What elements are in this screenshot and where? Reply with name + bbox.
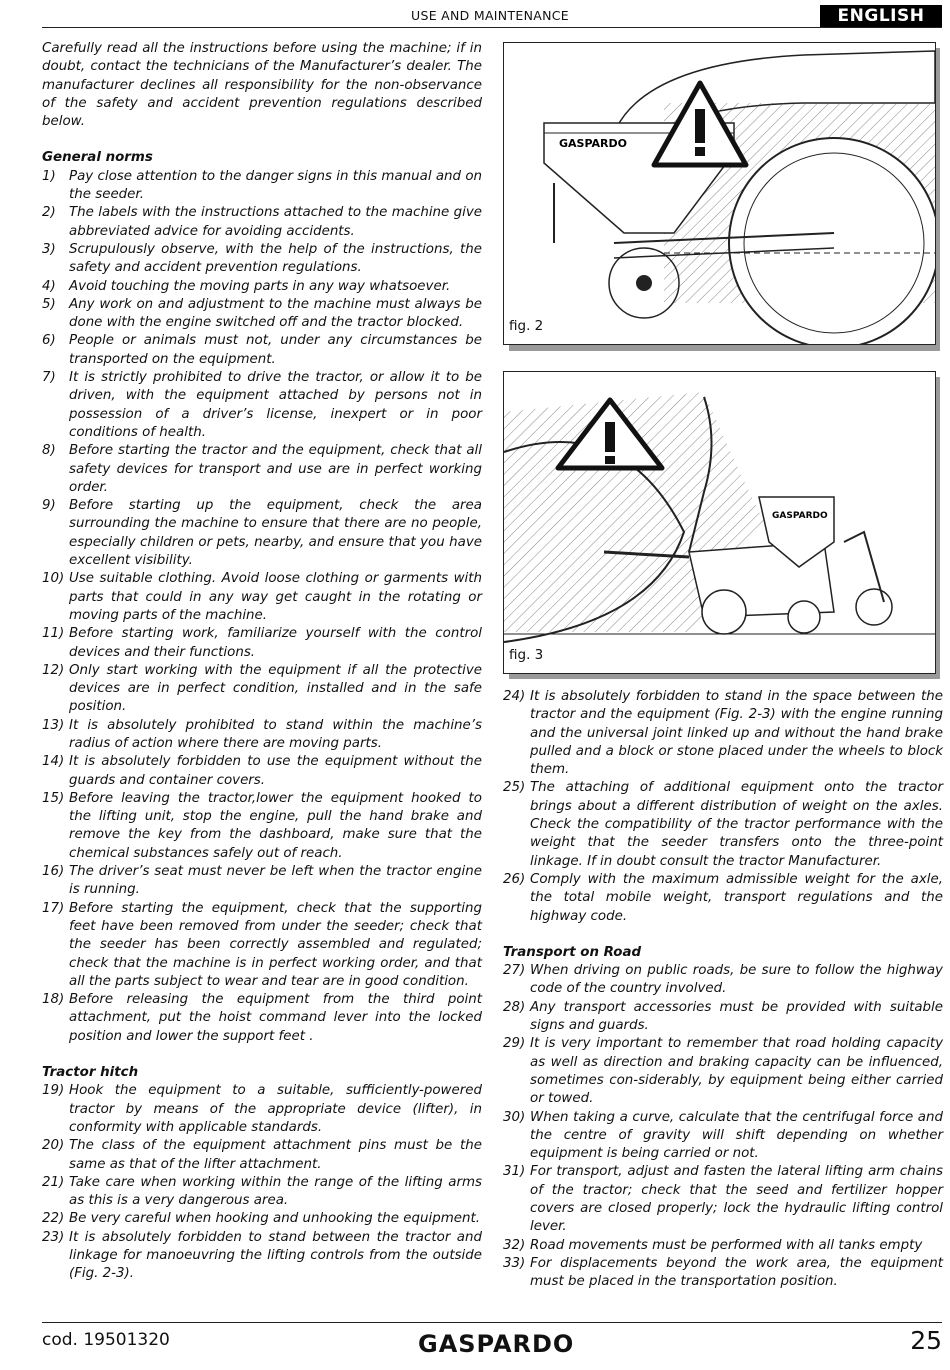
seeder-side-illustration xyxy=(504,372,935,673)
rule-item xyxy=(503,999,943,1036)
rule-text: The attaching of additional equipment onto the tractor brings about a different distribution of weight on the axles. Check the compatibility of the tractor performance with the weight that the seeder transfers onto the three-point linkage. If in doubt consult the tractor Manufacturer. xyxy=(530,780,943,869)
rule-text: For displacements beyond the work area, the equipment must be placed in the transportation position. xyxy=(530,1255,943,1290)
rule-number: 33) xyxy=(503,1255,526,1271)
rule-number: 1) xyxy=(42,168,56,184)
rule-text: It is absolutely forbidden to use the equipment without the guards and container covers. xyxy=(69,754,482,788)
rule-text: Before starting the equipment, check that the supporting feet have been removed from under the seeder; check that the seeder has been correctly assembled and regulated; check that the machine is in perfect working order, and that all the parts subject to wear and tear are in good condition. xyxy=(69,900,482,989)
rule-item xyxy=(503,871,943,926)
rule-item xyxy=(42,900,482,991)
rule-number: 7) xyxy=(42,370,56,386)
rule-text: Any transport accessories must be provided with suitable signs and guards. xyxy=(530,999,943,1034)
right-column xyxy=(503,688,943,1292)
rule-number: 30) xyxy=(503,1109,526,1125)
rule-number: 9) xyxy=(42,498,56,514)
rule-text: Comply with the maximum admissible weight for the axle, the total mobile weight, transport regulations and the highway code. xyxy=(530,871,943,924)
seeder-rear-illustration xyxy=(504,43,935,344)
rule-number: 19) xyxy=(42,1083,65,1099)
rule-item xyxy=(503,1255,943,1292)
brand-logo: GASPARDO xyxy=(418,1330,575,1358)
rule-item xyxy=(42,662,482,717)
rule-text: It is absolutely forbidden to stand between the tractor and linkage for manoeuvring the lifting controls from the outside (Fig. 2-3). xyxy=(69,1229,482,1282)
rule-number: 16) xyxy=(42,864,65,880)
rule-text: Hook the equipment to a suitable, sufficiently-powered tractor by means of the appropriate device (lifter), in conformity with applicable standards. xyxy=(69,1083,482,1135)
rule-text: Use suitable clothing. Avoid loose clothing or garments with parts that could in any way get caught in the rotating or moving parts of the machine. xyxy=(69,571,482,623)
rule-number: 31) xyxy=(503,1164,526,1180)
rule-number: 23) xyxy=(42,1229,65,1245)
rule-text: Scrupulously observe, with the help of the instructions, the safety and accident prevention regulations. xyxy=(69,241,482,276)
rule-item xyxy=(42,790,482,863)
rule-item xyxy=(42,168,482,205)
rule-item xyxy=(42,278,482,296)
section-title-general: General norms xyxy=(42,150,153,166)
rule-list-hitch xyxy=(42,1082,482,1283)
language-badge: ENGLISH xyxy=(820,5,942,27)
rule-text: The class of the equipment attachment pins must be the same as that of the lifter attachment. xyxy=(69,1138,482,1172)
intro-paragraph: Carefully read all the instructions before using the machine; if in doubt, contact the technicians of the Manufacturer’s dealer. The manufacturer declines all responsibility for the non-observance of the safety and accident prevention regulations described below. xyxy=(42,41,482,130)
rule-item xyxy=(42,863,482,900)
figure-2 xyxy=(503,42,936,345)
rule-item xyxy=(42,753,482,790)
rule-number: 22) xyxy=(42,1211,65,1227)
rule-item xyxy=(42,1174,482,1211)
rule-text: It is strictly prohibited to drive the tractor, or allow it to be driven, with the equipment attached by persons not in possession of a driver’s license, inexpert or in poor conditions of health. xyxy=(69,370,482,440)
rule-text: Be very careful when hooking and unhooking the equipment. xyxy=(69,1211,480,1227)
figure-3-caption: fig. 3 xyxy=(509,647,544,663)
rule-number: 20) xyxy=(42,1138,65,1154)
rule-number: 18) xyxy=(42,992,65,1008)
rule-item xyxy=(503,1163,943,1236)
rule-number: 13) xyxy=(42,717,65,733)
rule-number: 10) xyxy=(42,571,65,587)
rule-text: Before releasing the equipment from the third point attachment, put the hoist command lever into the locked position and lower the support feet . xyxy=(69,992,482,1044)
rule-text: Take care when working within the range of the lifting arms as this is a very dangerous area. xyxy=(69,1174,482,1209)
rule-item xyxy=(42,296,482,333)
rule-text: When driving on public roads, be sure to follow the highway code of the country involved. xyxy=(530,963,943,997)
rule-item xyxy=(42,442,482,497)
rule-text: For transport, adjust and fasten the lateral lifting arm chains of the tractor; check that the seed and fertilizer hopper covers are closed properly; lock the hydraulic lifting control lever. xyxy=(530,1164,943,1235)
rule-item xyxy=(503,1109,943,1164)
rule-text: It is very important to remember that road holding capacity as well as direction and braking capacity can be influenced, sometimes con-siderably, by equipment being either carried or towed. xyxy=(530,1036,943,1107)
rule-number: 21) xyxy=(42,1174,65,1190)
rule-item xyxy=(42,204,482,241)
rule-text: Before leaving the tractor,lower the equipment hooked to the lifting unit, stop the engine, pull the hand brake and remove the key from the dashboard, make sure that the chemical substances safely out of reach. xyxy=(69,790,482,861)
section-title-transport: Transport on Road xyxy=(503,944,642,960)
rule-number: 14) xyxy=(42,754,65,770)
rule-number: 29) xyxy=(503,1036,526,1052)
rule-item xyxy=(42,570,482,625)
rule-number: 28) xyxy=(503,999,526,1015)
rule-number: 4) xyxy=(42,278,56,294)
rule-text: Any work on and adjustment to the machine must always be done with the engine switched off and the tractor blocked. xyxy=(69,296,482,331)
rule-item xyxy=(42,1082,482,1137)
rule-text: When taking a curve, calculate that the centrifugal force and the centre of gravity will shift depending on whether equipment is being carried or not. xyxy=(530,1109,943,1162)
rule-number: 32) xyxy=(503,1237,526,1253)
rule-item xyxy=(503,688,943,779)
rule-item xyxy=(42,369,482,442)
rule-text: Only start working with the equipment if all the protective devices are in perfect condition, installed and in the safe position. xyxy=(69,662,482,715)
rule-number: 6) xyxy=(42,333,56,349)
hopper-brand: GASPARDO xyxy=(559,137,627,150)
rule-item xyxy=(42,497,482,570)
header-rule xyxy=(42,27,942,28)
rule-number: 15) xyxy=(42,790,65,806)
rule-text: Before starting the tractor and the equipment, check that all safety devices for transport and use are in perfect working order. xyxy=(69,443,482,495)
rule-number: 2) xyxy=(42,205,56,221)
rule-number: 8) xyxy=(42,443,56,459)
rule-text: Before starting up the equipment, check the area surrounding the machine to ensure that there are no people, especially children or pets, nearby, and ensure that you have excellent visibility. xyxy=(69,498,482,569)
rule-text: The driver’s seat must never be left when the tractor engine is running. xyxy=(69,864,482,898)
left-column xyxy=(42,40,482,1284)
rule-item xyxy=(42,625,482,662)
rule-number: 12) xyxy=(42,662,65,678)
rule-item xyxy=(503,962,943,999)
page-number: 25 xyxy=(910,1326,942,1355)
document-code: cod. 19501320 xyxy=(42,1330,170,1350)
rule-item xyxy=(42,241,482,278)
hopper-brand: GASPARDO xyxy=(772,511,828,521)
rule-list-right xyxy=(503,688,943,926)
rule-text: People or animals must not, under any circumstances be transported on the equipment. xyxy=(69,333,482,367)
rule-item xyxy=(42,991,482,1046)
header-title: USE AND MAINTENANCE xyxy=(411,8,569,23)
rule-text: Pay close attention to the danger signs in this manual and on the seeder. xyxy=(69,168,482,203)
rule-number: 25) xyxy=(503,780,526,796)
rule-list-transport xyxy=(503,962,943,1291)
rule-number: 24) xyxy=(503,689,526,704)
rule-text: It is absolutely prohibited to stand within the machine’s radius of action where there are moving parts. xyxy=(69,717,482,751)
figure-3 xyxy=(503,371,936,674)
rule-text: The labels with the instructions attached to the machine give abbreviated advice for avoiding accidents. xyxy=(69,205,482,239)
rule-text: Avoid touching the moving parts in any way whatsoever. xyxy=(69,278,451,294)
rule-number: 5) xyxy=(42,296,56,312)
figure-2-caption: fig. 2 xyxy=(509,318,544,334)
rule-number: 27) xyxy=(503,963,526,979)
rule-number: 17) xyxy=(42,900,65,916)
rule-number: 3) xyxy=(42,241,56,257)
rule-item xyxy=(503,779,943,870)
rule-item xyxy=(42,1210,482,1228)
rule-text: Before starting work, familiarize yourself with the control devices and their functions. xyxy=(69,626,482,660)
rule-item xyxy=(503,1035,943,1108)
rule-item xyxy=(42,717,482,754)
rule-number: 26) xyxy=(503,871,526,887)
rule-list-general xyxy=(42,168,482,1046)
section-title-hitch: Tractor hitch xyxy=(42,1065,139,1081)
rule-text: Road movements must be performed with all tanks empty xyxy=(530,1237,923,1253)
rule-number: 11) xyxy=(42,626,65,642)
rule-item xyxy=(42,332,482,369)
footer-rule xyxy=(42,1322,942,1323)
rule-item xyxy=(503,1237,943,1255)
rule-item xyxy=(42,1229,482,1284)
rule-text: It is absolutely forbidden to stand in the space between the tractor and the equipment (Fig. 2-3) with the engine running and the universal joint linked up and without the hand brake pulled and a block or stone placed under the wheels to block them. xyxy=(530,689,943,778)
rule-item xyxy=(42,1137,482,1174)
